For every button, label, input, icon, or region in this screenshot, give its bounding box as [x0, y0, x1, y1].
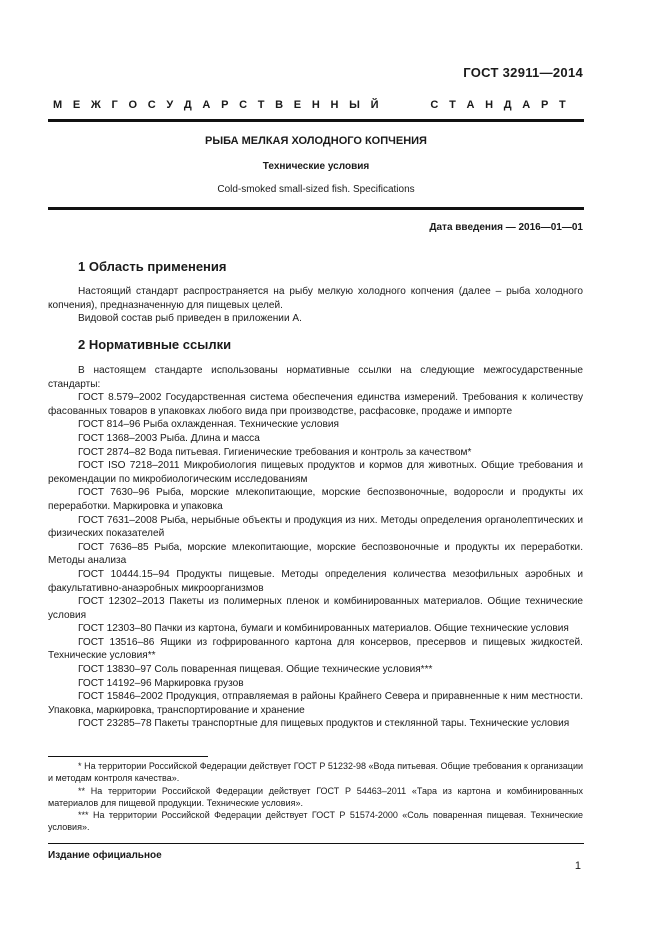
reference-item: ГОСТ 13830–97 Соль поваренная пищевая. Общие технические условия*** — [78, 664, 433, 676]
reference-item: ГОСТ 8.579–2002 Государственная система обеспечения единства измерений. Требования к количеству фасованных товаров в упаковках любого вида при производстве, расфасовке, продаже и импорте — [48, 392, 583, 417]
reference-item: ГОСТ 13516–86 Ящики из гофрированного картона для консервов, пресервов и пищевых жидкостей. Технические условия** — [48, 636, 583, 662]
heading-letter: У — [166, 99, 174, 111]
heading-letter: Е — [72, 99, 81, 111]
document-title: РЫБА МЕЛКАЯ ХОЛОДНОГО КОПЧЕНИЯ — [205, 135, 427, 147]
reference-item: ГОСТ 7631–2008 Рыба, нерыбные объекты и продукция из них. Методы определения органолептических и физических показателей — [48, 514, 583, 540]
footnote-rule — [48, 756, 208, 757]
footnotes — [48, 760, 583, 834]
reference-item: ГОСТ 14192–96 Маркировка грузов — [78, 677, 244, 689]
reference-item: ГОСТ 15846–2002 Продукция, отправляемая в районы Крайнего Севера и приравненные к ним местности. Упаковка, маркировка, транспортирование и хранение — [48, 691, 583, 716]
introduction-date: Дата введения — 2016—01—01 — [429, 222, 583, 233]
reference-item: ГОСТ 7630–96 Рыба, морские млекопитающие, морские беспозвоночные, водоросли и продукты их переработки. Маркировка и упаковка — [48, 487, 583, 512]
heading-letter: Н — [311, 99, 320, 111]
heading-letter: А — [522, 99, 531, 111]
paragraph: Настоящий стандарт распространяется на рыбу мелкую холодного копчения (далее – рыба холодного копчения), предназначенную для пищевых целей. — [48, 286, 583, 311]
paragraph: Видовой состав рыб приведен в приложении А. — [78, 313, 302, 325]
section-1-body — [48, 285, 583, 326]
reference-item: ГОСТ 7636–85 Рыба, морские млекопитающие, морские беспозвоночные и продукты их переработки. Методы анализа — [48, 541, 583, 567]
page-number: 1 — [574, 860, 581, 872]
heading-letter: Н — [485, 99, 494, 111]
heading-letter: В — [275, 99, 284, 111]
heading-letter: Т — [558, 99, 566, 111]
standard-code: ГОСТ 32911—2014 — [463, 65, 583, 80]
heading-letter: Ж — [90, 99, 101, 111]
footnote: ** На территории Российской Федерации действует ГОСТ Р 54463–2011 «Тара из картона и комбинированных материалов для пищевой продукции. Технические условия». — [48, 785, 583, 808]
reference-item: ГОСТ 814–96 Рыба охлажденная. Технические условия — [78, 419, 339, 431]
heading-letter: А — [466, 99, 475, 111]
section-2-body — [48, 364, 583, 731]
heading-letter — [417, 99, 420, 111]
heading-letter: Д — [183, 99, 192, 111]
heading-letter: М — [53, 99, 63, 111]
heading-letter: Т — [257, 99, 265, 111]
heading-letter: Г — [111, 99, 118, 111]
reference-item: ГОСТ 2874–82 Вода питьевая. Гигиенические требования и контроль за качеством* — [78, 446, 472, 458]
section-1-heading: 1 Область применения — [78, 259, 227, 274]
document-subtitle: Технические условия — [262, 161, 370, 172]
reference-item: ГОСТ 12303–80 Пачки из картона, бумаги и комбинированных материалов. Общие технические условия — [78, 623, 569, 635]
reference-item: ГОСТ 1368–2003 Рыба. Длина и масса — [78, 432, 260, 444]
heading-letter: Р — [540, 99, 549, 111]
reference-item: ГОСТ 23285–78 Пакеты транспортные для пищевых продуктов и стеклянной тары. Технические условия — [78, 718, 570, 730]
heading-letter: Н — [330, 99, 339, 111]
section-2-heading: 2 Нормативные ссылки — [78, 337, 232, 352]
heading-letter: Д — [503, 99, 512, 111]
official-edition-label: Издание официальное — [48, 850, 162, 861]
english-title: Cold-smoked small-sized fish. Specifications — [217, 184, 415, 195]
footnote: *** На территории Российской Федерации действует ГОСТ Р 51574-2000 «Соль поваренная пищевая. Технические условия». — [48, 810, 583, 833]
heading-letter — [389, 99, 392, 111]
heading-letter: А — [202, 99, 211, 111]
footer-rule — [48, 843, 584, 844]
heading-letter: С — [430, 99, 439, 111]
heading-letter — [403, 99, 406, 111]
title-rule — [48, 207, 584, 210]
header-rule — [48, 119, 584, 122]
heading-letter: Е — [293, 99, 302, 111]
heading-letter: О — [128, 99, 138, 111]
reference-item: ГОСТ ISO 7218–2011 Микробиология пищевых продуктов и кормов для животных. Общие требования и рекомендации по микробиологическим исследованиям — [48, 460, 583, 485]
heading-letter: Т — [449, 99, 456, 111]
reference-item: В настоящем стандарте использованы нормативные ссылки на следующие межгосударственные стандарты: — [48, 365, 583, 390]
footnote: * На территории Российской Федерации действует ГОСТ Р 51232-98 «Вода питьевая. Общие требования к организации и методам контроля качества». — [48, 761, 583, 784]
heading-letter: Ы — [349, 99, 360, 111]
interstate-standard-heading — [53, 99, 566, 111]
heading-letter: Р — [221, 99, 229, 111]
reference-item: ГОСТ 10444.15–94 Продукты пищевые. Методы определения количества мезофильных аэробных и факультативно-анаэробных микроорганизмов — [48, 568, 583, 594]
heading-letter: Й — [370, 99, 379, 111]
heading-letter: С — [239, 99, 248, 111]
heading-letter: С — [147, 99, 156, 111]
reference-item: ГОСТ 12302–2013 Пакеты из полимерных пленок и комбинированных материалов. Общие технические условия — [48, 596, 583, 621]
